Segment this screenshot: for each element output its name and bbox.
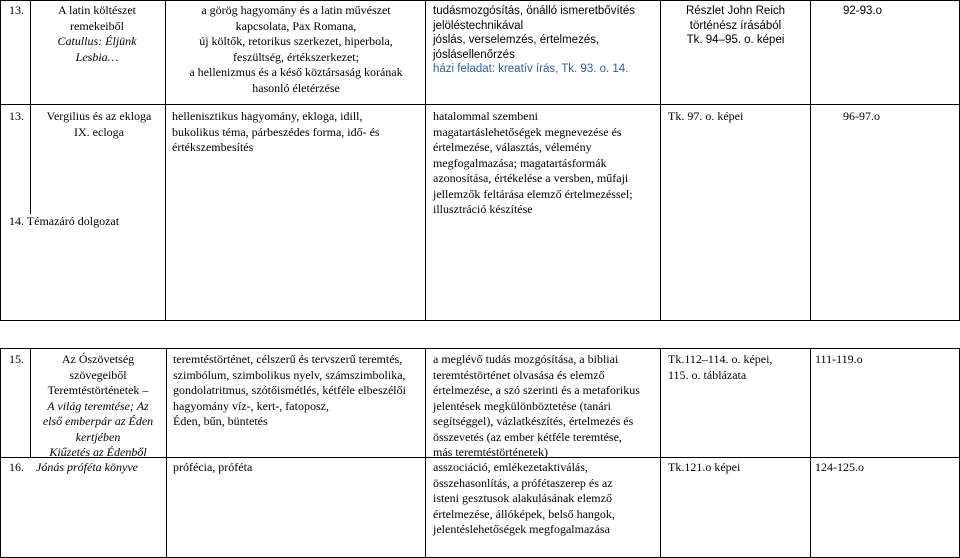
pages-cell: 96-97.o (843, 109, 880, 123)
skills-cell: asszociáció, emlékezetaktiválás, összehasonlítás, a prófétaszerep és az isteni gesztusok alakulásának elemző értelmezése, állóképek, belső hangok, jelentéslehetőségek megfogalmazása (433, 460, 615, 536)
topic-cell: A latin költészet remekeiből Catullus: Éljünk Lesbia… (57, 3, 137, 64)
pages-cell: 111-119.o (815, 352, 863, 366)
pages-cell: 124-125.o (815, 460, 864, 474)
row-number: 16. (9, 460, 24, 474)
skills-cell: hatalommal szembeni magatartáslehetőségek megnevezése és értelmezése, választás, vélemény megfogalmazása; magatartásformák azonosítása, értékelése a versben, műfaji jellemzők feltárása elemző értelmezéssel; illusztráció készítése (433, 109, 633, 216)
concepts-cell: teremtéstörténet, célszerű és tervszerű teremtés, szimbólum, szimbolikus nyelv, számszimbolika, gondolatritmus, szótőismétlés, kétféle elbeszélői hagyomány víz-, kert-, fatoposz, Éden, bűn, büntetés (173, 352, 406, 428)
homework-text: házi feladat: kreatív írás, Tk. 93. o. 14. (433, 63, 629, 75)
row-number: 13. (9, 109, 24, 123)
concepts-cell: prófécia, próféta (173, 460, 253, 474)
concepts-cell: a görög hagyomány és a latin művészet kapcsolata, Pax Romana, új költők, retorikus szerkezet, hiperbola, feszültség, értékszerkezet; a hellenizmus és a késő köztársaság korának hasonló életérzése (189, 3, 403, 95)
concepts-cell: hellenisztikus hagyomány, ekloga, idill, bukolikus téma, párbeszédes forma, idő- és értékszembesítés (172, 109, 380, 154)
materials-cell: Tk.121.o képei (668, 460, 741, 474)
exam-row-label: 14. Témazáró dolgozat (9, 214, 120, 228)
topic-cell: Az Ószövetség szövegeiből Teremtéstörténetek – A világ teremtése; Az első emberpár az Éden kertjében Kiűzetés az Édenből (42, 352, 154, 459)
materials-cell: Részlet John Reich történész írásából Tk. 94–95. o. képei (685, 5, 786, 46)
topic-cell: Jónás próféta könyve (36, 460, 138, 474)
materials-cell: Tk.112–114. o. képei, 115. o. táblázata (668, 352, 773, 382)
row-number: 13. (9, 3, 24, 17)
skills-cell: tudásmozgósítás, önálló ismeretbővítés jelöléstechnikával jóslás, verselemzés, értelmezés, jóslásellenőrzés házi feladat: kreatív írás, Tk. 93. o. 14. (433, 5, 635, 75)
materials-cell: Tk. 97. o. képei (668, 109, 744, 123)
topic-cell: Vergilius és az ekloga IX. ecloga (46, 109, 152, 139)
pages-cell: 92-93.o (843, 5, 883, 17)
row-number: 15. (9, 352, 24, 366)
skills-cell: a meglévő tudás mozgósítása, a bibliai teremtéstörténet olvasása és elemző értelmezése, a szó szerinti és a metaforikus jelentések megkülönböztetése (tanári segítséggel), vázlatkészítés, értelmezés és összevetés (az ember kétféle teremtése, más teremtéstörténetek) (433, 352, 640, 459)
